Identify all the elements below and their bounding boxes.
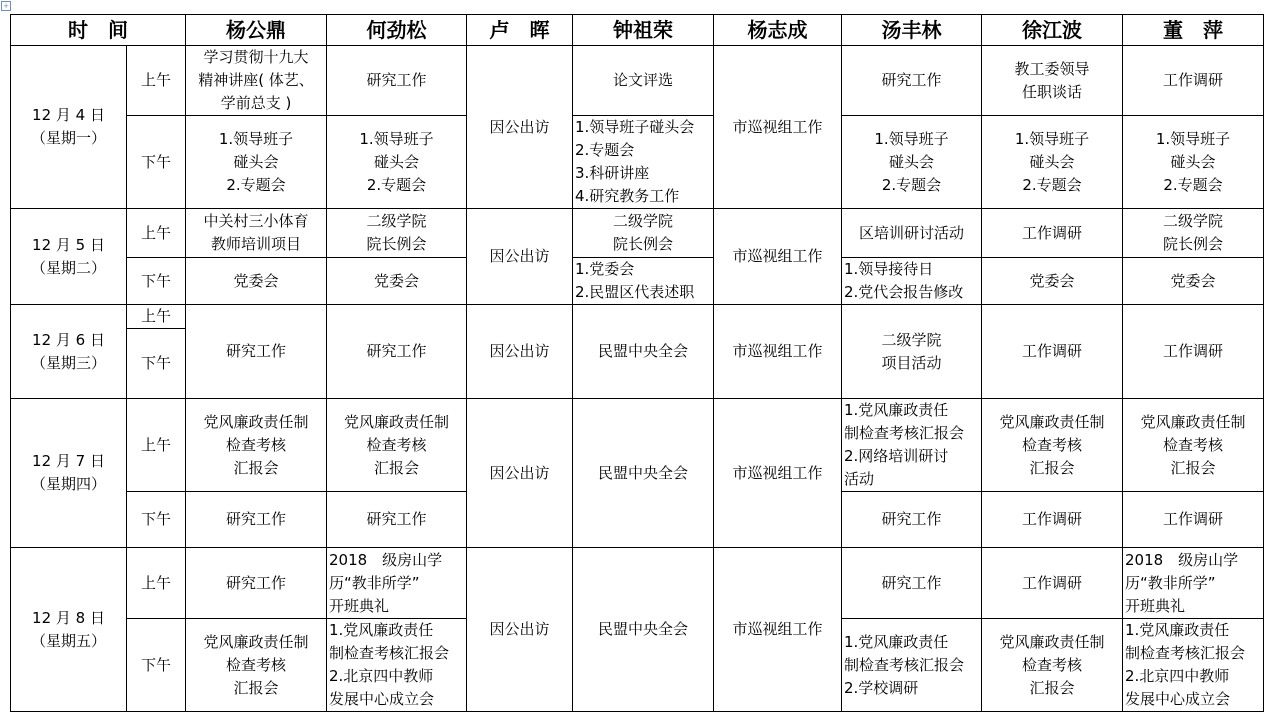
cell bbox=[982, 492, 1123, 548]
cell bbox=[186, 492, 327, 548]
cell-line: 2018 级房山学 bbox=[1125, 550, 1239, 569]
cell-line: 检查考核 bbox=[1021, 655, 1082, 674]
cell-line: 1.领导班子 bbox=[218, 129, 294, 148]
cell bbox=[982, 619, 1123, 712]
cell-line: 2.学校调研 bbox=[844, 678, 919, 697]
cell-line: 因公出访 bbox=[489, 117, 550, 136]
cell-line: 研究工作 bbox=[881, 573, 942, 592]
cell-line: 1.领导班子碰头会 bbox=[575, 118, 695, 136]
cell-line: 1.领导班子 bbox=[1155, 129, 1231, 148]
cell bbox=[842, 548, 982, 619]
period-pm: 下午 bbox=[127, 329, 186, 399]
cell bbox=[186, 258, 327, 305]
cell bbox=[1123, 492, 1264, 548]
cell-line: 民盟中央全会 bbox=[597, 342, 688, 360]
cell-line: 4.研究教务工作 bbox=[575, 187, 680, 205]
cell-line: 汇报会 bbox=[373, 458, 419, 477]
cell bbox=[186, 548, 327, 619]
weekday-label: （星期四） bbox=[30, 475, 106, 493]
cell-line: 项目活动 bbox=[881, 353, 942, 372]
cell-line: 2.专题会 bbox=[1163, 175, 1223, 194]
day2-pm-row bbox=[11, 258, 1264, 305]
cell bbox=[467, 548, 573, 712]
weekday-label: （星期三） bbox=[30, 353, 106, 372]
cell-line: 1.领导班子 bbox=[359, 129, 434, 148]
cell-line: 党委会 bbox=[1170, 271, 1216, 290]
cell-line: 党风廉政责任制 bbox=[343, 412, 449, 431]
day2-date-cell bbox=[11, 209, 127, 305]
cell-line: 二级学院 bbox=[612, 212, 673, 230]
cell bbox=[714, 548, 842, 712]
cell bbox=[842, 305, 982, 399]
cell bbox=[842, 492, 982, 548]
cell bbox=[186, 619, 327, 712]
weekday-label: （星期一） bbox=[30, 129, 106, 147]
day2-am-row bbox=[11, 209, 1264, 258]
cell-line: 党风廉政责任制 bbox=[203, 632, 309, 651]
cell-line: 检查考核 bbox=[225, 435, 286, 454]
cell-line: 检查考核 bbox=[366, 435, 427, 454]
cell-line: 党委会 bbox=[1029, 271, 1075, 290]
cell bbox=[327, 399, 467, 492]
cell-line: 碰头会 bbox=[1170, 152, 1216, 171]
cell-line: 区培训研讨活动 bbox=[858, 223, 964, 242]
cell bbox=[1123, 209, 1264, 258]
cell-line: 2.北京四中教师 bbox=[1125, 667, 1230, 685]
date-label: 12 月 6 日 bbox=[32, 330, 105, 349]
cell-line: 民盟中央全会 bbox=[597, 463, 688, 482]
cell bbox=[573, 548, 714, 712]
cell bbox=[467, 305, 573, 399]
cell-line: 活动 bbox=[844, 470, 875, 488]
cell-line: 党风廉政责任制 bbox=[1140, 412, 1246, 431]
cell-line: 工作调研 bbox=[1021, 223, 1082, 242]
cell-line: 汇报会 bbox=[233, 458, 279, 477]
period-am: 上午 bbox=[127, 209, 186, 258]
cell-line: 党委会 bbox=[373, 271, 419, 290]
cell-line: 1.领导班子 bbox=[1014, 129, 1090, 148]
cell-line: 工作调研 bbox=[1162, 510, 1223, 528]
cell-line: 工作调研 bbox=[1021, 510, 1082, 528]
cell-line: 工作调研 bbox=[1162, 71, 1223, 89]
cell-line: 研究工作 bbox=[881, 71, 942, 89]
cell-line: 研究工作 bbox=[225, 510, 286, 528]
cell bbox=[467, 46, 573, 209]
period-pm: 下午 bbox=[127, 116, 186, 209]
cell-line: 市巡视组工作 bbox=[732, 463, 823, 482]
cell bbox=[982, 548, 1123, 619]
day5-am-row bbox=[11, 548, 1264, 619]
cell-line: 1.领导接待日 bbox=[844, 260, 934, 278]
day1-am-row bbox=[11, 46, 1264, 116]
cell-line: 1.党风廉政责任 bbox=[1125, 621, 1230, 639]
cell-line: 检查考核 bbox=[225, 655, 286, 674]
cell-line: 开班典礼 bbox=[1125, 596, 1186, 615]
cell bbox=[327, 46, 467, 116]
cell bbox=[1123, 305, 1264, 399]
cell bbox=[1123, 46, 1264, 116]
cell bbox=[982, 209, 1123, 258]
cell-line: 1.党风廉政责任 bbox=[329, 621, 434, 639]
cell bbox=[842, 209, 982, 258]
cell bbox=[573, 305, 714, 399]
cell bbox=[982, 46, 1123, 116]
date-label: 12 月 4 日 bbox=[32, 106, 105, 124]
cell-line: 检查考核 bbox=[1021, 435, 1082, 454]
cell-line: 2.专题会 bbox=[881, 175, 942, 194]
cell-line: 院长例会 bbox=[366, 235, 427, 253]
cell-line: 工作调研 bbox=[1021, 573, 1082, 592]
cell bbox=[1123, 619, 1264, 712]
cell-line: 2.专题会 bbox=[575, 141, 635, 159]
period-pm: 下午 bbox=[127, 619, 186, 712]
cell bbox=[714, 46, 842, 209]
cell bbox=[186, 305, 327, 399]
cell-line: 制检查考核汇报会 bbox=[329, 644, 450, 662]
cell bbox=[573, 46, 714, 116]
cell bbox=[842, 116, 982, 209]
cell-line: 工作调研 bbox=[1162, 342, 1223, 360]
cell-line: 党风廉政责任制 bbox=[999, 632, 1105, 651]
cell-line: 发展中心成立会 bbox=[329, 690, 435, 708]
cell-line: 2.专题会 bbox=[226, 175, 286, 194]
cell-line: 2.北京四中教师 bbox=[329, 667, 434, 685]
cell bbox=[714, 209, 842, 305]
cell bbox=[714, 399, 842, 548]
cell-line: 汇报会 bbox=[1170, 458, 1216, 477]
cell bbox=[186, 399, 327, 492]
cell bbox=[842, 258, 982, 305]
date-label: 12 月 7 日 bbox=[32, 452, 105, 470]
cell-line: 因公出访 bbox=[489, 342, 550, 360]
cell-line: 2.专题会 bbox=[1022, 175, 1082, 194]
cell-line: 研究工作 bbox=[366, 71, 427, 89]
cell bbox=[327, 116, 467, 209]
header-lu-hui: 卢 晖 bbox=[467, 15, 573, 46]
header-row bbox=[11, 15, 1264, 46]
cell bbox=[467, 209, 573, 305]
cell bbox=[982, 305, 1123, 399]
cell bbox=[982, 399, 1123, 492]
cell-line: 院长例会 bbox=[612, 235, 673, 253]
cell bbox=[573, 116, 714, 209]
cell-line: 检查考核 bbox=[1162, 435, 1223, 454]
cell-line: 党风廉政责任制 bbox=[203, 412, 309, 431]
cell-line: 3.科研讲座 bbox=[575, 164, 650, 182]
period-am: 上午 bbox=[127, 46, 186, 116]
cell bbox=[327, 209, 467, 258]
cell-line: 制检查考核汇报会 bbox=[844, 424, 965, 442]
date-label: 12 月 5 日 bbox=[32, 235, 105, 254]
cell-line: 2.网络培训研讨 bbox=[844, 447, 949, 465]
cell-line: 制检查考核汇报会 bbox=[1125, 644, 1246, 662]
cell bbox=[327, 619, 467, 712]
period-am: 上午 bbox=[127, 305, 186, 329]
header-zhong-zurong: 钟祖荣 bbox=[573, 15, 714, 46]
cell-line: 研究工作 bbox=[225, 342, 286, 360]
cell-line: 研究工作 bbox=[366, 510, 427, 528]
cell-line: 历“教非所学” bbox=[1125, 573, 1216, 592]
cell-line: 历“教非所学” bbox=[329, 573, 420, 592]
cell bbox=[186, 116, 327, 209]
cell bbox=[186, 46, 327, 116]
day4-am-row bbox=[11, 399, 1264, 492]
cell bbox=[842, 619, 982, 712]
cell bbox=[327, 492, 467, 548]
cell bbox=[982, 116, 1123, 209]
cell-line: 因公出访 bbox=[489, 247, 550, 265]
cell-line: 教工委领导 bbox=[1014, 59, 1090, 78]
cell-line: 任职谈话 bbox=[1021, 82, 1082, 101]
cell-line: 1.领导班子 bbox=[874, 129, 949, 148]
weekday-label: （星期二） bbox=[30, 258, 106, 277]
cell-line: 教师培训项目 bbox=[210, 235, 301, 253]
cell-line: 2.党代会报告修改 bbox=[844, 283, 964, 301]
cell bbox=[327, 548, 467, 619]
cell-line: 开班典礼 bbox=[329, 596, 390, 615]
cell bbox=[982, 258, 1123, 305]
cell bbox=[467, 399, 573, 548]
period-pm: 下午 bbox=[127, 492, 186, 548]
cell-line: 市巡视组工作 bbox=[732, 620, 823, 638]
cell-line: 碰头会 bbox=[373, 152, 419, 171]
header-he-jinsong: 何劲松 bbox=[327, 15, 467, 46]
cell-line: 民盟中央全会 bbox=[597, 620, 688, 638]
day5-date-cell bbox=[11, 548, 127, 712]
day1-date-cell bbox=[11, 46, 127, 209]
cell bbox=[327, 258, 467, 305]
cell bbox=[1123, 399, 1264, 492]
header-time: 时 间 bbox=[11, 15, 186, 46]
cell-line: 制检查考核汇报会 bbox=[844, 655, 965, 674]
cell-line: 2.民盟区代表述职 bbox=[575, 283, 695, 301]
table-anchor-icon[interactable]: + bbox=[1, 1, 11, 11]
cell-line: 二级学院 bbox=[881, 330, 942, 349]
cell-line: 因公出访 bbox=[489, 463, 550, 482]
cell-line: 工作调研 bbox=[1021, 342, 1082, 360]
cell-line: 2018 级房山学 bbox=[329, 550, 443, 569]
day4-date-cell bbox=[11, 399, 127, 548]
cell-line: 研究工作 bbox=[881, 510, 942, 528]
cell-line: 论文评选 bbox=[612, 71, 673, 89]
cell-line: 学前总支 ) bbox=[220, 94, 292, 112]
period-am: 上午 bbox=[127, 548, 186, 619]
cell-line: 1.党风廉政责任 bbox=[844, 401, 949, 419]
header-yang-zhicheng: 杨志成 bbox=[714, 15, 842, 46]
period-pm: 下午 bbox=[127, 258, 186, 305]
cell-line: 因公出访 bbox=[489, 620, 550, 638]
weekday-label: （星期五） bbox=[30, 631, 106, 650]
cell-line: 党委会 bbox=[233, 271, 279, 290]
header-xu-jiangbo: 徐江波 bbox=[982, 15, 1123, 46]
cell-line: 精神讲座( 体艺、 bbox=[198, 71, 314, 89]
cell-line: 市巡视组工作 bbox=[732, 117, 823, 136]
cell-line: 碰头会 bbox=[233, 152, 279, 171]
day3-am-row bbox=[11, 305, 1264, 329]
header-tang-fenglin: 汤丰林 bbox=[842, 15, 982, 46]
header-dong-ping: 董 萍 bbox=[1123, 15, 1264, 46]
cell-line: 研究工作 bbox=[225, 573, 286, 592]
cell-line: 学习贯彻十九大 bbox=[203, 48, 309, 66]
cell bbox=[842, 46, 982, 116]
cell bbox=[842, 399, 982, 492]
cell bbox=[573, 209, 714, 258]
cell-line: 中关村三小体育 bbox=[203, 212, 309, 230]
cell-line: 1.党风廉政责任 bbox=[844, 632, 949, 651]
schedule-table bbox=[10, 14, 1264, 712]
cell-line: 汇报会 bbox=[1029, 678, 1075, 697]
cell bbox=[327, 305, 467, 399]
cell-line: 党风廉政责任制 bbox=[999, 412, 1105, 431]
cell bbox=[1123, 548, 1264, 619]
date-label: 12 月 8 日 bbox=[32, 608, 105, 627]
cell bbox=[186, 209, 327, 258]
cell bbox=[573, 258, 714, 305]
cell-line: 市巡视组工作 bbox=[732, 247, 823, 265]
cell-line: 二级学院 bbox=[366, 212, 427, 230]
header-yang-gongding: 杨公鼎 bbox=[186, 15, 327, 46]
cell-line: 汇报会 bbox=[1029, 458, 1075, 477]
cell bbox=[1123, 116, 1264, 209]
cell bbox=[1123, 258, 1264, 305]
day1-pm-row bbox=[11, 116, 1264, 209]
cell-line: 碰头会 bbox=[888, 152, 934, 171]
day3-date-cell bbox=[11, 305, 127, 399]
cell-line: 二级学院 bbox=[1162, 212, 1223, 230]
cell-line: 市巡视组工作 bbox=[732, 342, 823, 360]
cell-line: 汇报会 bbox=[233, 678, 279, 697]
cell-line: 1.党委会 bbox=[575, 260, 635, 278]
cell-line: 院长例会 bbox=[1162, 235, 1223, 253]
cell-line: 碰头会 bbox=[1029, 152, 1075, 171]
cell-line: 发展中心成立会 bbox=[1125, 690, 1231, 708]
cell-line: 2.专题会 bbox=[366, 175, 427, 194]
cell bbox=[714, 305, 842, 399]
cell-line: 研究工作 bbox=[366, 342, 427, 360]
cell bbox=[573, 399, 714, 548]
period-am: 上午 bbox=[127, 399, 186, 492]
